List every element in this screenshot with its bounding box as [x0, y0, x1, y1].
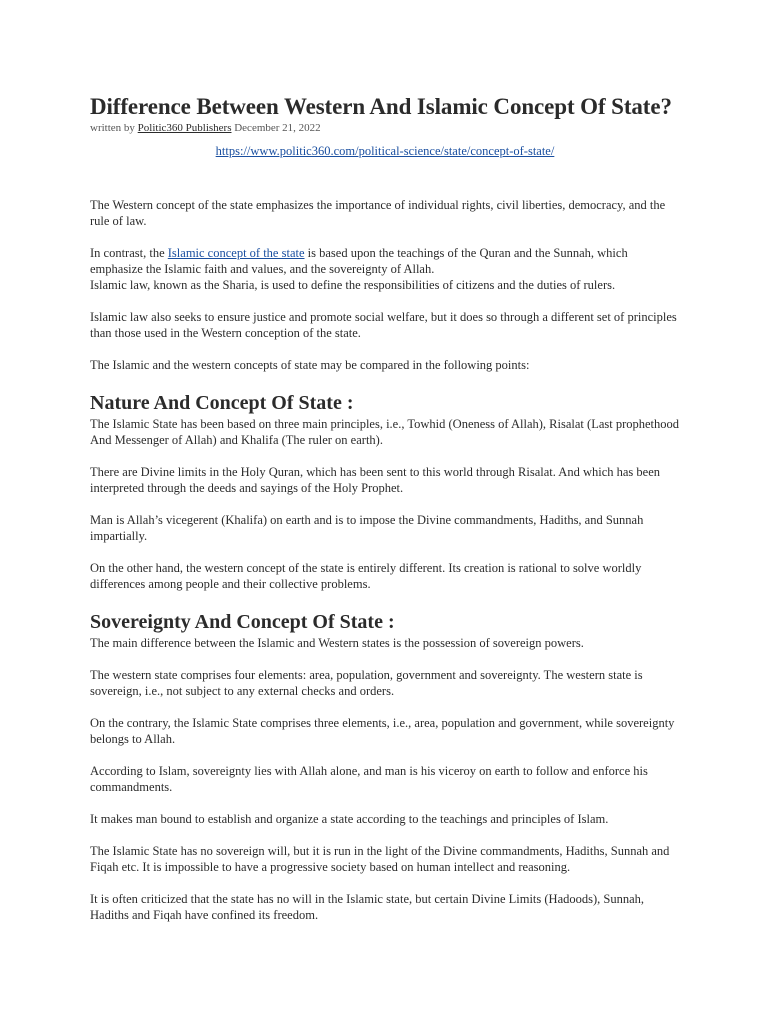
source-url-line [90, 143, 680, 159]
section-heading-nature: Nature And Concept Of State : [90, 392, 354, 414]
article-title: Difference Between Western And Islamic Concept Of State? [90, 94, 672, 119]
nature-paragraph-1: The Islamic State has been based on three main principles, i.e., Towhid (Oneness of Allah), Risalat (Last prophethood And Messenger of Allah) and Khalifa (The ruler on earth). [90, 417, 680, 447]
islamic-concept-link[interactable]: Islamic concept of the state [167, 246, 305, 260]
sovereignty-paragraph-1: The main difference between the Islamic and Western states is the possession of sovereign powers. [90, 636, 584, 650]
sovereignty-paragraph-5: It makes man bound to establish and organize a state according to the teachings and principles of Islam. [90, 812, 609, 826]
byline [90, 121, 680, 135]
nature-paragraph-3: Man is Allah’s vicegerent (Khalifa) on earth and is to impose the Divine commandments, Hadiths, and Sunnah impartially. [90, 513, 644, 543]
nature-paragraph-2: There are Divine limits in the Holy Quran, which has been sent to this world through Risalat. And which has been interpreted through the deeds and sayings of the Holy Prophet. [90, 465, 661, 495]
intro-paragraph-2 [90, 245, 680, 293]
intro-paragraph-3: Islamic law also seeks to ensure justice and promote social welfare, but it does so through a different set of principles than those used in the Western conception of the state. [90, 310, 677, 340]
nature-paragraph-4: On the other hand, the western concept of the state is entirely different. Its creation is rational to solve worldly differences among people and their collective problems. [90, 561, 642, 591]
source-url-link[interactable]: https://www.politic360.com/political-science/state/concept-of-state/ [215, 144, 555, 158]
sovereignty-paragraph-6: The Islamic State has no sovereign will, but it is run in the light of the Divine commandments, Hadiths, Sunnah and Fiqah etc. It is impossible to have a progressive society based on human intellect and reasoning. [90, 844, 670, 874]
sovereignty-paragraph-2: The western state comprises four elements: area, population, government and sovereignty. The western state is sovereign, i.e., not subject to any external checks and orders. [90, 668, 643, 698]
intro-paragraph-4: The Islamic and the western concepts of state may be compared in the following points: [90, 358, 530, 372]
intro-paragraph-1: The Western concept of the state emphasizes the importance of individual rights, civil liberties, democracy, and the rule of law. [90, 198, 666, 228]
byline-prefix: written by [90, 122, 135, 134]
publish-date: December 21, 2022 [234, 122, 321, 134]
intro-p2-line2: Islamic law, known as the Sharia, is used to define the responsibilities of citizens and the duties of rulers. [90, 278, 616, 292]
section-heading-sovereignty: Sovereignty And Concept Of State : [90, 611, 395, 633]
intro-p2-before-link: In contrast, the [90, 246, 168, 260]
sovereignty-paragraph-3: On the contrary, the Islamic State comprises three elements, i.e., area, population and government, while sovereignty belongs to Allah. [90, 716, 675, 746]
sovereignty-paragraph-7: It is often criticized that the state has no will in the Islamic state, but certain Divine Limits (Hadoods), Sunnah, Hadiths and Fiqah have confined its freedom. [90, 892, 645, 922]
sovereignty-paragraph-4: According to Islam, sovereignty lies with Allah alone, and man is his viceroy on earth to follow and enforce his commandments. [90, 764, 648, 794]
author-link[interactable]: Politic360 Publishers [137, 122, 232, 134]
intro-p2-after-link: is based upon the teachings of the Quran and the Sunnah, which emphasize the Islamic faith and values, and the sovereignty of Allah. [90, 246, 628, 276]
